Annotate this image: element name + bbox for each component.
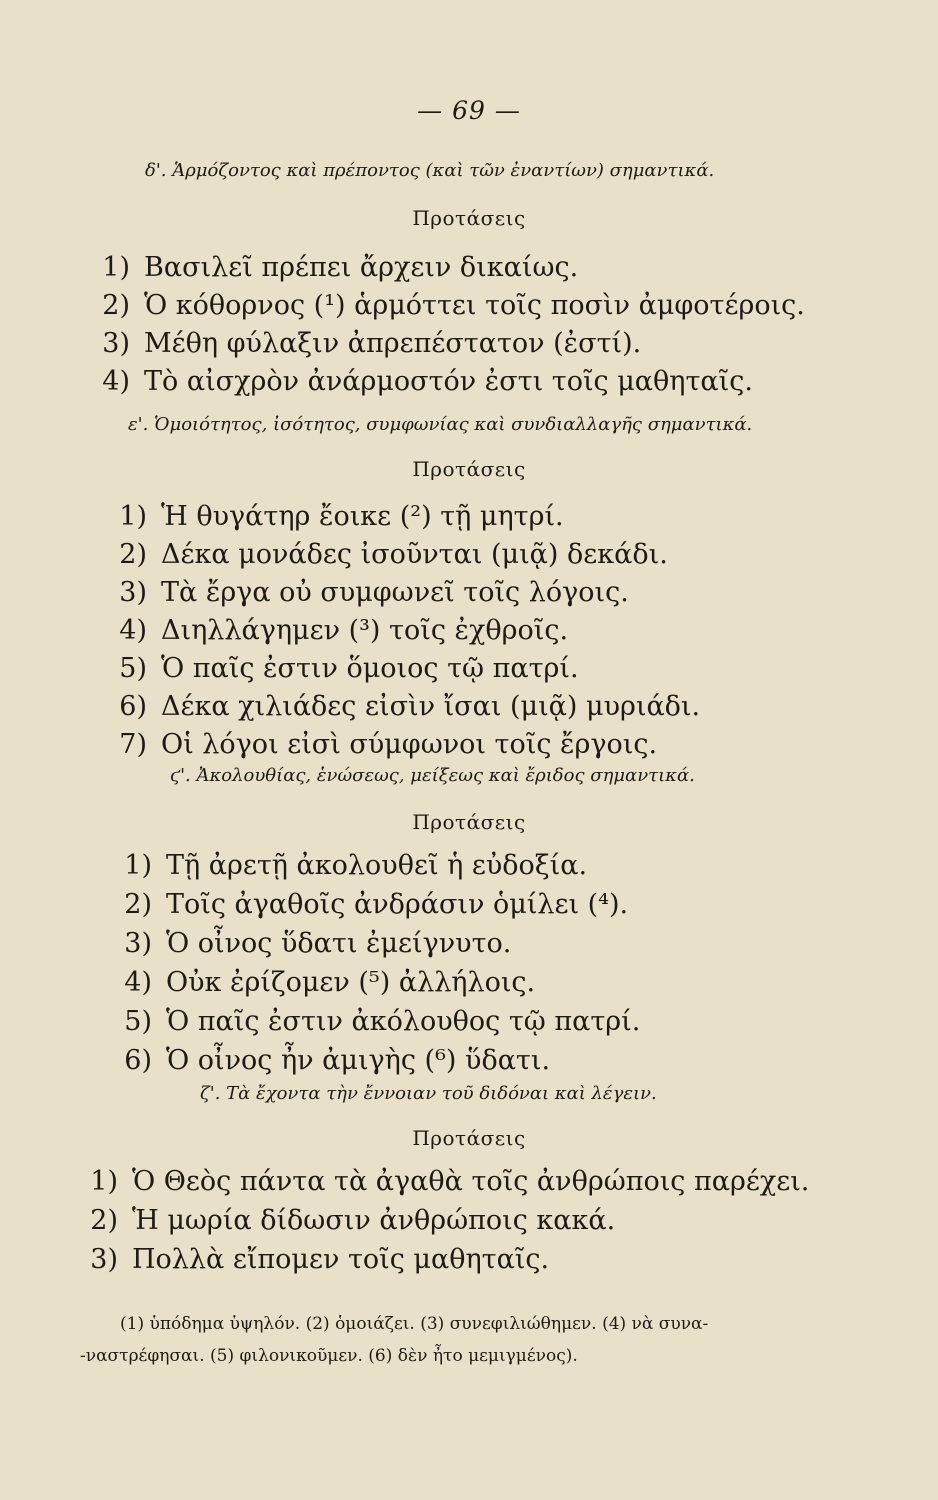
section-subheading-epsilon: Προτάσεις [412,457,526,481]
list-item: 1) Ὁ Θεὸς πάντα τὰ ἀγαθὰ τοῖς ἀνθρώποις παρέχει. [90,1166,810,1197]
list-item: 5) Ὁ παῖς ἐστιν ὅμοιος τῷ πατρί. [119,653,579,684]
list-item: 1) Τῇ ἀρετῇ ἀκολουθεῖ ἡ εὐδοξία. [124,850,588,881]
list-item: 2) Ὁ κόθορνος (¹) ἁρμόττει τοῖς ποσὶν ἀμφοτέροις. [102,290,805,321]
page-number: — 69 — [417,96,521,125]
sentence-list-epsilon [105,503,700,758]
list-item: 1) Ἡ θυγάτηρ ἔοικε (²) τῇ μητρί. [119,501,564,532]
section-heading-epsilon: ε'. Ὁμοιότητος, ἰσότητος, συμφωνίας καὶ συνδιαλλαγῆς σημαντικά. [128,414,753,435]
list-item: 1) Βασιλεῖ πρέπει ἄρχειν δικαίως. [102,252,579,283]
list-item: 5) Ὁ παῖς ἐστιν ἀκόλουθος τῷ πατρί. [124,1006,641,1037]
section-heading-delta: δ'. Ἁρμόζοντος καὶ πρέποντος (καὶ τῶν ἐναντίων) σημαντικά. [145,160,715,181]
list-item: 6) Ὁ οἶνος ἦν ἀμιγὴς (⁶) ὕδατι. [124,1045,551,1076]
list-item: 7) Οἱ λόγοι εἰσὶ σύμφωνοι τοῖς ἔργοις. [119,729,658,760]
list-item: 3) Πολλὰ εἴπομεν τοῖς μαθηταῖς. [90,1244,550,1275]
list-item: 4) Τὸ αἰσχρὸν ἀνάρμοστόν ἐστι τοῖς μαθηταῖς. [102,366,753,397]
sentence-list-zeta [76,1168,809,1273]
section-heading-zeta: ζ'. Τὰ ἔχοντα τὴν ἔννοιαν τοῦ διδόναι καὶ λέγειν. [200,1083,657,1104]
list-item: 4) Διηλλάγημεν (³) τοῖς ἐχθροῖς. [119,615,569,646]
list-item: 3) Μέθη φύλαξιν ἀπρεπέστατον (ἐστί). [102,328,642,359]
section-subheading-delta: Προτάσεις [412,206,526,230]
footnote-line-2: -ναστρέφησαι. (5) φιλονικοῦμεν. (6) δὲν ἦτο μεμιγμένος). [80,1346,578,1366]
footnotes [80,1308,840,1372]
list-item: 3) Τὰ ἔργα οὐ συμφωνεῖ τοῖς λόγοις. [119,577,629,608]
list-item: 4) Οὐκ ἐρίζομεν (⁵) ἀλλήλοις. [124,967,536,998]
footnote-line-1: (1) ὑπόδημα ὑψηλόν. (2) ὁμοιάζει. (3) συνεφιλιώθημεν. (4) νὰ συνα- [120,1314,709,1334]
sentence-list-stigma [110,852,640,1074]
list-item: 2) Ἡ μωρία δίδωσιν ἀνθρώποις κακά. [90,1205,616,1236]
section-subheading-zeta: Προτάσεις [412,1126,526,1150]
section-heading-stigma: ϛ'. Ἀκολουθίας, ἑνώσεως, μείξεως καὶ ἔριδος σημαντικά. [170,765,695,786]
list-item: 2) Τοῖς ἀγαθοῖς ἀνδράσιν ὁμίλει (⁴). [124,889,629,920]
sentence-list-delta [88,254,805,395]
list-item: 6) Δέκα χιλιάδες εἰσὶν ἴσαι (μιᾷ) μυριάδι. [119,691,701,722]
list-item: 2) Δέκα μονάδες ἰσοῦνται (μιᾷ) δεκάδι. [119,539,668,570]
section-subheading-stigma: Προτάσεις [412,810,526,834]
list-item: 3) Ὁ οἶνος ὕδατι ἐμείγνυτο. [124,928,512,959]
